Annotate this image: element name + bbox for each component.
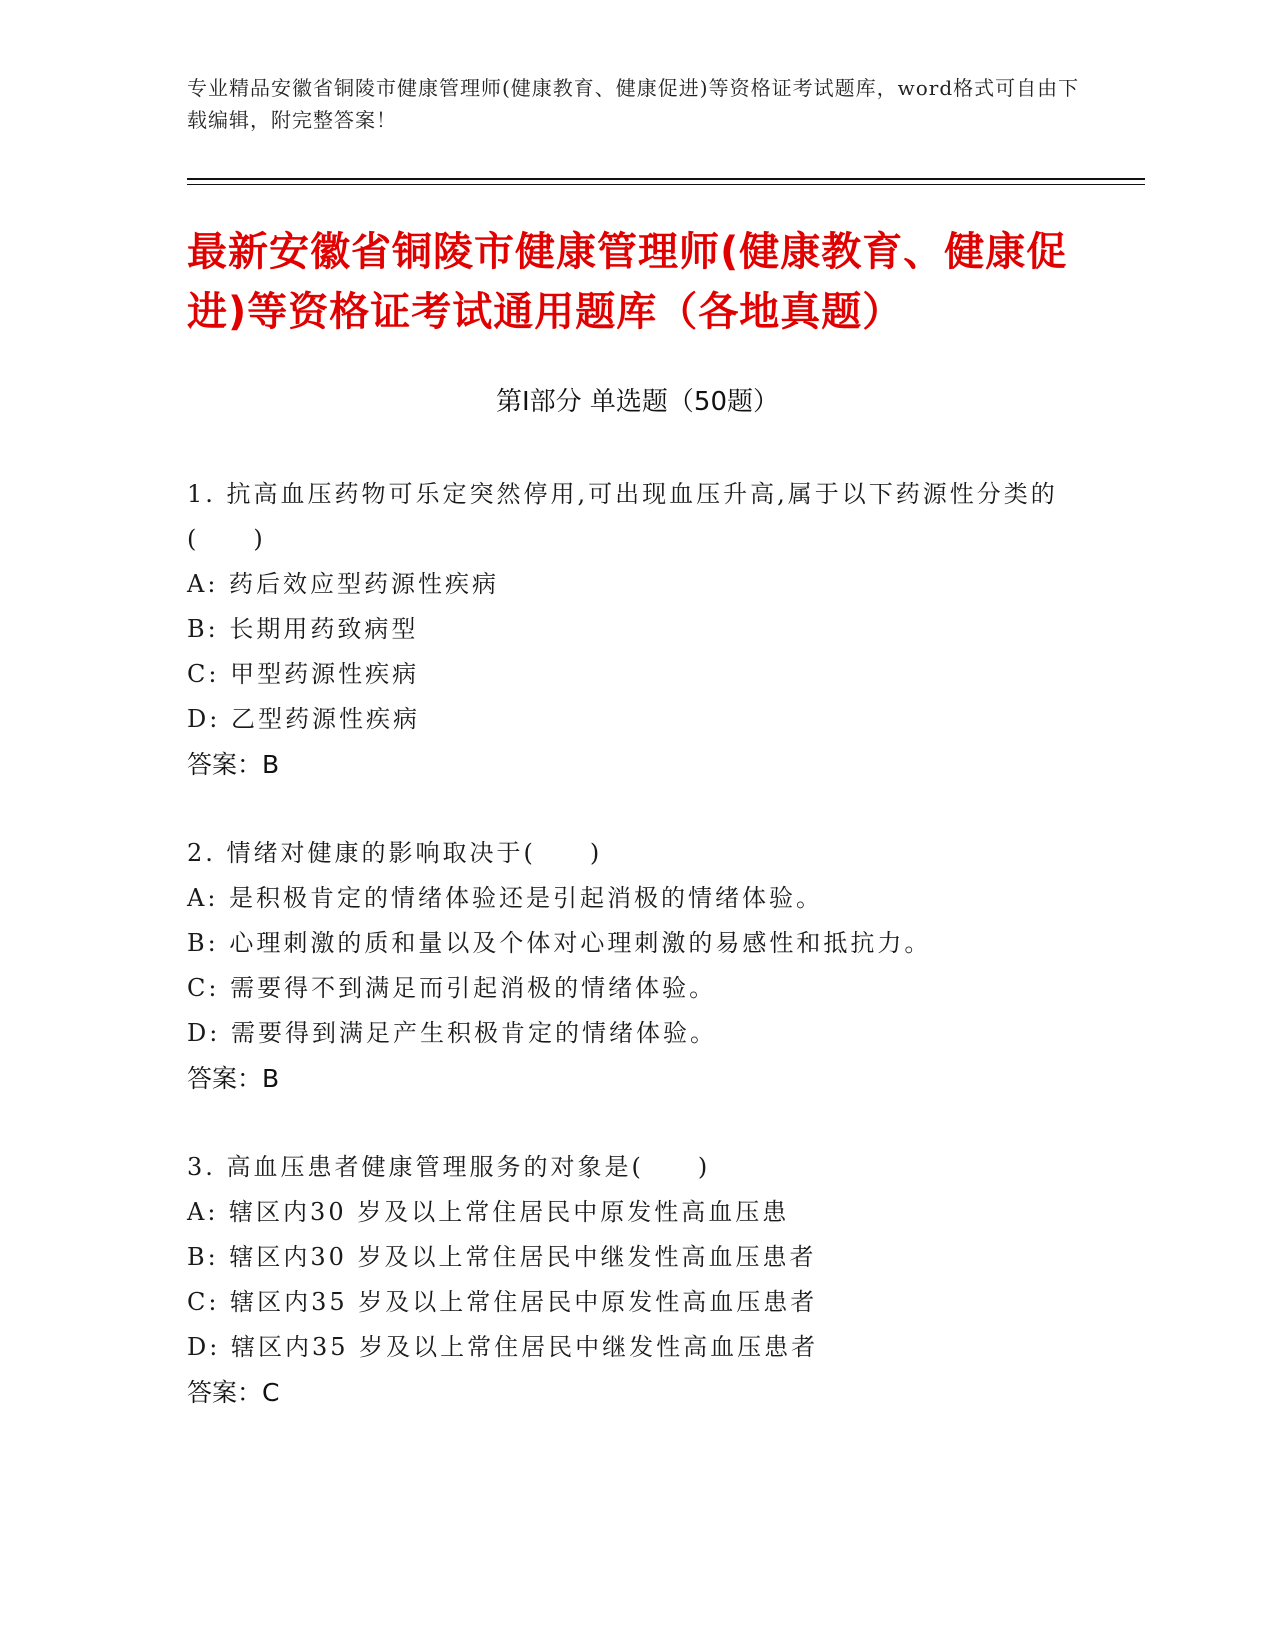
option-b: B: 长期用药致病型 — [187, 615, 419, 643]
header-divider-thin — [187, 184, 1145, 185]
question-list — [187, 472, 1087, 1459]
option-d: D: 需要得到满足产生积极肯定的情绪体验。 — [187, 1019, 717, 1047]
question-stem: 1. 抗高血压药物可乐定突然停用,可出现血压升高,属于以下药源性分类的( ) — [187, 480, 1058, 553]
header-note: 专业精品安徽省铜陵市健康管理师(健康教育、健康促进)等资格证考试题库，word格式可自由下载编辑，附完整答案！ — [187, 76, 1080, 132]
option-c: C: 辖区内35 岁及以上常住居民中原发性高血压患者 — [187, 1288, 818, 1316]
option-c: C: 甲型药源性疾病 — [187, 660, 420, 688]
option-a: A: 药后效应型药源性疾病 — [187, 570, 500, 598]
section-heading: 第Ⅰ部分 单选题（50题） — [495, 387, 780, 417]
question-stem: 2. 情绪对健康的影响取决于( ) — [187, 839, 603, 867]
header-divider-thick — [187, 178, 1145, 180]
option-c: C: 需要得不到满足而引起消极的情绪体验。 — [187, 974, 717, 1002]
option-d: D: 乙型药源性疾病 — [187, 705, 420, 733]
answer: 答案：B — [187, 1064, 280, 1093]
question-2 — [187, 831, 1087, 1101]
option-b: B: 辖区内30 岁及以上常住居民中继发性高血压患者 — [187, 1243, 817, 1271]
option-a: A: 辖区内30 岁及以上常住居民中原发性高血压患 — [187, 1198, 790, 1226]
option-a: A: 是积极肯定的情绪体验还是引起消极的情绪体验。 — [187, 884, 824, 912]
option-d: D: 辖区内35 岁及以上常住居民中继发性高血压患者 — [187, 1333, 819, 1361]
answer: 答案：C — [187, 1378, 280, 1407]
question-stem: 3. 高血压患者健康管理服务的对象是( ) — [187, 1153, 711, 1181]
question-3 — [187, 1145, 1087, 1415]
document-title: 最新安徽省铜陵市健康管理师(健康教育、健康促进)等资格证考试通用题库（各地真题） — [187, 229, 1068, 335]
option-b: B: 心理刺激的质和量以及个体对心理刺激的易感性和抵抗力。 — [187, 929, 932, 957]
answer: 答案：B — [187, 750, 280, 779]
question-1 — [187, 472, 1087, 787]
